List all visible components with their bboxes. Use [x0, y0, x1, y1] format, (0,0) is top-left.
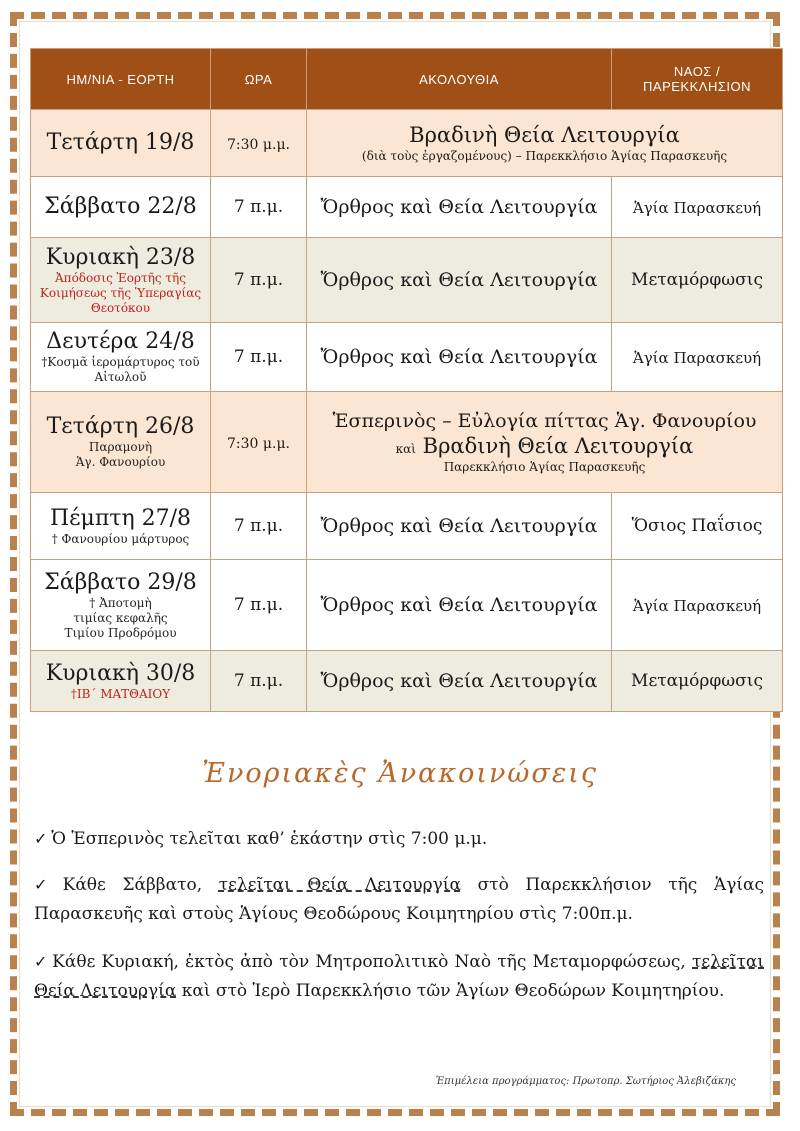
time-cell [211, 651, 307, 712]
time-label: 7:30 μ.μ. [227, 435, 290, 452]
announcement-item [34, 870, 764, 929]
service-label: Ὄρθρος καὶ Θεία Λειτουργία [320, 594, 598, 616]
time-label: 7:30 μ.μ. [227, 136, 290, 153]
day-label: Σάββατο 29/8 [44, 569, 197, 595]
table-row [31, 392, 783, 493]
day-label: Κυριακὴ 23/8 [45, 244, 196, 270]
announcement-underlined: τελεῖται Θεία Λειτουργία [34, 952, 765, 1001]
announcement-text: Κάθε Κυριακή, ἐκτὸς ἀπὸ τὸν Μητροπολιτικὸ Ναὸ τῆς Μεταμορφώσεως, [52, 952, 686, 972]
announcement-text: Κάθε Σάββατο, [62, 875, 203, 895]
time-cell [211, 493, 307, 560]
day-note: Τιμίου Προδρόμου [64, 625, 177, 640]
day-note: †ΙΒ΄ ΜΑΤΘΑΙΟΥ [70, 686, 171, 701]
service-name: Βραδινὴ Θεία Λειτουργία [422, 434, 694, 458]
announcement-text: Ὁ Ἑσπερινὸς τελεῖται καθ’ ἑκάστην στὶς 7:00 μ.μ. [51, 829, 488, 849]
service-cell [307, 110, 783, 177]
time-label: 7 π.μ. [233, 197, 284, 217]
service-label: Ὄρθρος καὶ Θεία Λειτουργία [320, 670, 598, 692]
header-venue-line2: ΠΑΡΕΚΚΛΗΣΙΟΝ [643, 79, 751, 94]
time-cell [211, 238, 307, 323]
date-cell [31, 493, 211, 560]
time-cell [211, 392, 307, 493]
date-cell [31, 110, 211, 177]
header-date: ΗΜ/ΝΙΑ - ΕΟΡΤΗ [31, 49, 211, 110]
services-schedule-table [30, 48, 783, 712]
service-cell [307, 323, 612, 392]
day-note: τιμίας κεφαλῆς [73, 610, 168, 625]
date-cell [31, 238, 211, 323]
table-row [31, 238, 783, 323]
day-note: †Κοσμᾶ ἱερομάρτυρος τοῦ Αἰτωλοῦ [41, 355, 200, 384]
venue-label: Μεταμόρφωσις [631, 671, 763, 691]
day-note: Ἀπόδοσις Ἑορτῆς τῆς Κοιμήσεως τῆς Ὑπεραγίας Θεοτόκου [39, 270, 202, 315]
announcement-text: στὸ Παρεκκλήσιον τῆς Ἁγίας Παρασκευῆς καὶ στοὺς Ἁγίους Θεοδώρους Κοιμητηρίου στὶς 7:00π.μ. [34, 875, 765, 924]
service-prefix: καὶ [395, 442, 416, 456]
time-cell [211, 323, 307, 392]
time-label: 7 π.μ. [233, 595, 284, 615]
day-label: Τετάρτη 26/8 [46, 414, 195, 439]
service-cell [307, 560, 612, 651]
table-row [31, 177, 783, 238]
day-label: Σάββατο 22/8 [44, 194, 197, 219]
announcement-text: καὶ στὸ Ἱερὸ Παρεκκλήσιο τῶν Ἁγίων Θεοδώρων Κοιμητηρίου. [181, 981, 725, 1001]
service-label: Ὄρθρος καὶ Θεία Λειτουργία [320, 346, 598, 368]
header-venue [612, 49, 783, 110]
service-cell [307, 493, 612, 560]
checkmark-icon: ✓ [34, 829, 48, 848]
time-label: 7 π.μ. [233, 671, 284, 691]
table-row [31, 493, 783, 560]
day-note: Ἁγ. Φανουρίου [75, 455, 166, 469]
time-label: 7 π.μ. [233, 347, 284, 367]
service-label: Ὄρθρος καὶ Θεία Λειτουργία [320, 269, 598, 291]
venue-cell [612, 323, 783, 392]
venue-label: Ἁγία Παρασκευή [632, 596, 762, 615]
checkmark-icon: ✓ [34, 952, 49, 971]
day-note: † Ἀποτομὴ [89, 595, 152, 610]
table-row [31, 323, 783, 392]
header-time: ΩΡΑ [211, 49, 307, 110]
time-label: 7 π.μ. [233, 516, 284, 536]
day-note: Παραμονὴ [88, 440, 153, 454]
venue-cell [612, 560, 783, 651]
header-venue-line1: ΝΑΟΣ / [673, 64, 721, 79]
date-cell [31, 651, 211, 712]
date-cell [31, 177, 211, 238]
service-label: Ὄρθρος καὶ Θεία Λειτουργία [320, 196, 598, 218]
service-label-line2 [311, 433, 778, 459]
date-cell [31, 323, 211, 392]
announcement-underlined: τελεῖται Θεία Λειτουργία [218, 875, 461, 895]
day-label: Δευτέρα 24/8 [46, 329, 195, 354]
service-label: Ὄρθρος καὶ Θεία Λειτουργία [320, 515, 598, 537]
venue-label: Ἁγία Παρασκευή [632, 198, 762, 217]
footer-credit: Ἐπιμέλεια προγράμματος: Πρωτοπρ. Σωτήριος Ἀλεβιζάκης [435, 1076, 736, 1087]
announcements-title: Ἐνοριακὲς Ἀνακοινώσεις [201, 758, 599, 789]
checkmark-icon: ✓ [34, 875, 59, 894]
venue-label: Ἁγία Παρασκευή [632, 348, 762, 367]
day-label: Τετάρτη 19/8 [46, 130, 195, 155]
header-service: ΑΚΟΛΟΥΘΙΑ [307, 49, 612, 110]
date-cell [31, 392, 211, 493]
time-label: 7 π.μ. [233, 270, 284, 290]
table-row [31, 560, 783, 651]
venue-label: Ὅσιος Παΐσιος [631, 516, 763, 536]
table-row [31, 651, 783, 712]
day-note: † Φανουρίου μάρτυρος [51, 531, 190, 546]
service-cell [307, 177, 612, 238]
venue-cell [612, 493, 783, 560]
time-cell [211, 560, 307, 651]
time-cell [211, 110, 307, 177]
service-note: Παρεκκλήσιο Ἁγίας Παρασκευῆς [443, 460, 646, 474]
venue-cell [612, 651, 783, 712]
date-cell [31, 560, 211, 651]
service-cell [307, 651, 612, 712]
service-cell [307, 392, 783, 493]
day-label: Πέμπτη 27/8 [49, 505, 192, 531]
service-note: (διὰ τοὺς ἐργαζομένους) – Παρεκκλήσιο Ἁγίας Παρασκευῆς [361, 149, 728, 163]
service-label: Ἑσπερινὸς – Εὐλογία πίττας Ἁγ. Φανουρίου [332, 410, 757, 432]
time-cell [211, 177, 307, 238]
venue-label: Μεταμόρφωσις [631, 270, 763, 290]
venue-cell [612, 238, 783, 323]
venue-cell [612, 177, 783, 238]
day-label: Κυριακὴ 30/8 [45, 660, 196, 686]
service-label: Βραδινὴ Θεία Λειτουργία [409, 123, 680, 147]
announcement-item [34, 947, 764, 1006]
service-cell [307, 238, 612, 323]
table-row [31, 110, 783, 177]
table-header-row [31, 49, 783, 110]
announcement-item [34, 824, 764, 854]
